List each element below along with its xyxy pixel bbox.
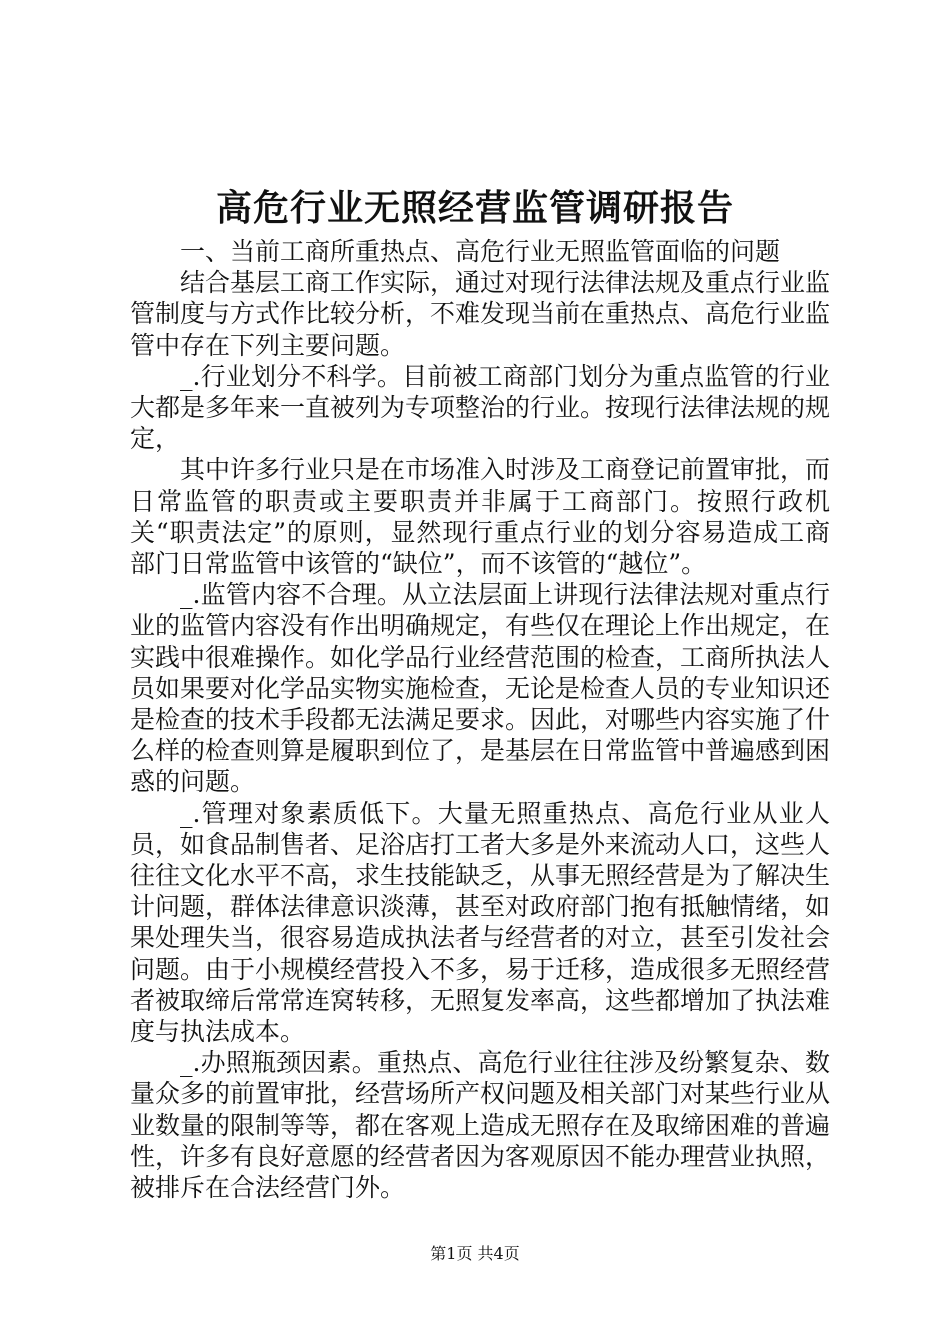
section-heading: 一、当前工商所重热点、高危行业无照监管面临的问题 (180, 237, 781, 266)
body-paragraph: 结合基层工商工作实际，通过对现行法律法规及重点行业监管制度与方式作比较分析，不难发现当前在重热点、高危行业监管中存在下列主要问题。 (130, 268, 831, 360)
page-footer: 第1页 共4页 (430, 1244, 520, 1263)
body-paragraph: _.监管内容不合理。从立法层面上讲现行法律法规对重点行业的监管内容没有作出明确规定，有些仅在理论上作出规定，在实践中很难操作。如化学品行业经营范围的检查，工商所执法人员如果要对化学品实物实施检查，无论是检查人员的专业知识还是检查的技术手段都无法满足要求。因此，对哪些内容实施了什么样的检查则算是履职到位了，是基层在日常监管中普遍感到困惑的问题。 (130, 580, 831, 797)
body-paragraph: _.管理对象素质低下。大量无照重热点、高危行业从业人员，如食品制售者、足浴店打工者大多是外来流动人口，这些人往往文化水平不高，求生技能缺乏，从事无照经营是为了解决生计问题，群体法律意识淡薄，甚至对政府部门抱有抵触情绪，如果处理失当，很容易造成执法者与经营者的对立，甚至引发社会问题。由于小规模经营投入不多，易于迁移，造成很多无照经营者被取缔后常常连窝转移，无照复发率高，这些都增加了执法难度与执法成本。 (130, 798, 831, 1047)
document-body (130, 236, 830, 1203)
document-title: 高危行业无照经营监管调研报告 (215, 187, 734, 229)
body-paragraph: _.办照瓶颈因素。重热点、高危行业往往涉及纷繁复杂、数量众多的前置审批，经营场所产权问题及相关部门对某些行业从业数量的限制等等，都在客观上造成无照存在及取缔困难的普遍性，许多有良好意愿的经营者因为客观原因不能办理营业执照，被排斥在合法经营门外。 (130, 1048, 831, 1203)
body-paragraph: _.行业划分不科学。目前被工商部门划分为重点监管的行业大都是多年来一直被列为专项整治的行业。按现行法律法规的规定， (130, 361, 831, 454)
body-paragraph: 其中许多行业只是在市场准入时涉及工商登记前置审批，而日常监管的职责或主要职责并非属于工商部门。按照行政机关“职责法定”的原则，显然现行重点行业的划分容易造成工商部门日常监管中该管的“缺位”，而不该管的“越位”。 (130, 455, 831, 579)
